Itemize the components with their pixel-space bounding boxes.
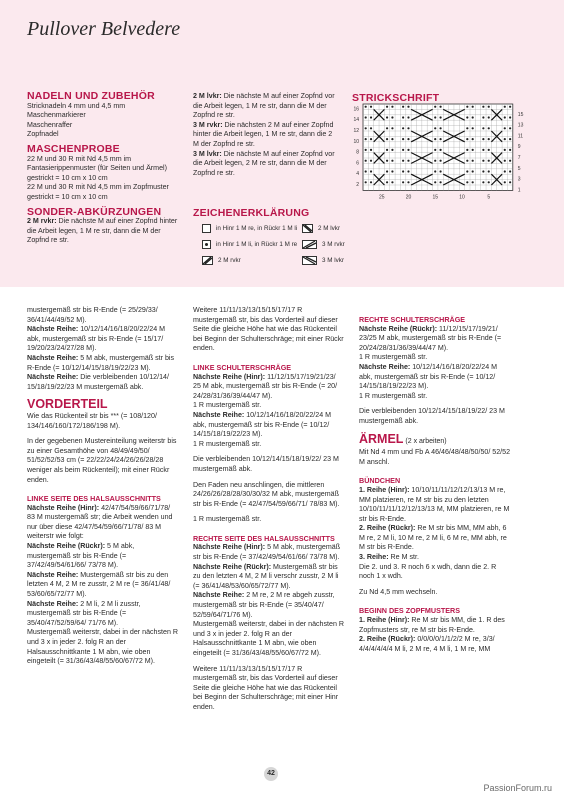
legend-item — [202, 224, 297, 233]
instruction-paragraph — [193, 306, 345, 354]
chart-purl-dot — [472, 127, 474, 129]
instruction-paragraph — [193, 620, 345, 658]
instruction-label: Nächste Reihe (Hinr): — [27, 503, 100, 512]
chart-purl-dot — [370, 116, 372, 118]
section-heading — [27, 397, 179, 412]
chart-purl-dot — [482, 127, 484, 129]
legend-item — [302, 224, 340, 233]
instruction-text: 42/47/54/59/66/71/78/ 83 M mustergemäß str; die Arbeit wenden und nur über diese 42/47/54/59/66/71/78/ 83 M weiterstr wie folgt: — [27, 503, 173, 541]
chart-purl-dot — [391, 106, 393, 108]
instruction-paragraph — [27, 571, 179, 600]
chart-row-label-right: 7 — [517, 155, 521, 161]
chart-row-label-right: 15 — [517, 111, 524, 118]
chart-column-label: 25 — [378, 194, 385, 201]
legend-label: 3 M lvkr — [322, 257, 345, 264]
instruction-label: 1. Reihe (Hinr): — [359, 485, 410, 494]
page-number: 42 — [264, 767, 278, 781]
instruction-paragraph — [27, 437, 179, 485]
chart-purl-dot — [365, 170, 367, 172]
instruction-paragraph — [359, 588, 511, 598]
chart-row-label-right: 3 — [517, 176, 521, 183]
purl-symbol-icon — [202, 240, 211, 249]
chart-purl-dot — [466, 170, 468, 172]
chart-purl-dot — [386, 127, 388, 129]
gauge-line: gestrickt = 10 cm x 10 cm — [27, 173, 108, 182]
chart-purl-dot — [386, 106, 388, 108]
abbreviation-text: Die nächste M auf einer Zopfnd vor die Arbeit legen, 1 M re str, dann die M der Zopfnd re str. — [193, 92, 335, 120]
gauge-line: 22 M und 30 R mit Nd 4,5 mm im — [27, 154, 132, 163]
chart-purl-dot — [386, 170, 388, 172]
chart-row-label-left: 2 — [356, 182, 359, 188]
chart-purl-dot — [504, 170, 506, 172]
chart-purl-dot — [439, 116, 441, 118]
instruction-label: Nächste Reihe: — [27, 373, 79, 382]
chart-purl-dot — [488, 138, 490, 140]
instruction-paragraph — [359, 524, 511, 553]
instruction-text: 10/12/14/16/18/20/22/24 M abk, mustergemäß str bis R-Ende (= 15/17/ 19/20/23/24/27/28 M). — [27, 325, 166, 353]
instruction-label: Nächste Reihe: — [193, 591, 245, 600]
legend-item — [202, 256, 241, 265]
section-heading-text: ÄRMEL — [359, 431, 404, 446]
instruction-text: Re M str bis MM, die 1. R des Zopfmusters str, re M str bis R-Ende. — [359, 616, 505, 634]
chart-purl-dot — [391, 181, 393, 183]
instruction-label: Nächste Reihe: — [27, 570, 79, 579]
chart-purl-dot — [386, 116, 388, 118]
chart-purl-dot — [439, 127, 441, 129]
instruction-paragraph — [193, 563, 345, 592]
instruction-label: Nächste Reihe: — [27, 353, 79, 362]
chart-purl-dot — [407, 170, 409, 172]
instruction-text: Die verbleibenden 10/12/14/15/18/19/22/ 23 M mustergemäß abk. — [359, 407, 505, 425]
abbreviation-term: 3 M rvkr: — [193, 120, 223, 129]
abbreviation-item — [27, 217, 179, 246]
abbreviation-text: Die nächste M auf einer Zopfnd hinter die Arbeit legen, 1 M re str, dann die M der Zopfnd re str. — [27, 217, 178, 245]
instruction-text: 1 R mustergemäß str. — [193, 401, 262, 410]
chart-purl-dot — [488, 160, 490, 162]
chart-purl-dot — [472, 116, 474, 118]
needles-item: Maschenmarkierer — [27, 111, 86, 120]
chart-purl-dot — [439, 106, 441, 108]
chart-row-label-right: 1 — [517, 187, 521, 194]
instruction-paragraph — [193, 515, 345, 525]
watermark: PassionForum.ru — [483, 783, 552, 793]
chart-purl-dot — [488, 116, 490, 118]
chart-purl-dot — [402, 116, 404, 118]
abbreviation-term: 3 M lvkr: — [193, 149, 222, 158]
instruction-paragraph — [359, 563, 511, 582]
chart-purl-dot — [402, 106, 404, 108]
chart-purl-dot — [509, 127, 511, 129]
legend-label: 2 M lvkr — [318, 225, 341, 232]
chart-purl-dot — [504, 106, 506, 108]
chart-purl-dot — [386, 181, 388, 183]
gauge-line: 22 M und 30 R mit Nd 4,5 mm im Zopfmuster — [27, 183, 169, 192]
chart-purl-dot — [509, 138, 511, 140]
instruction-paragraph — [27, 542, 179, 571]
instruction-text: 2 M li, 2 M li zusstr, mustergemäß str bis R-Ende (= 35/40/47/52/59/64/ 71/76 M). — [27, 599, 141, 627]
chart-column-label: 10 — [459, 194, 465, 201]
chart-purl-dot — [386, 149, 388, 151]
chart-purl-dot — [504, 181, 506, 183]
instruction-paragraph — [359, 325, 511, 354]
instruction-text: Mustergemäß str bis zu den letzten 4 M, 2 M re zusstr, 2 M re (= 36/41/48/ 53/60/65/72/77 M). — [27, 570, 171, 599]
instruction-paragraph — [193, 411, 345, 440]
subsection-heading: BEGINN DES ZOPFMUSTERS — [359, 606, 461, 616]
chart-purl-dot — [466, 106, 468, 108]
chart-row-label-right: 9 — [517, 144, 521, 151]
instruction-paragraph — [27, 306, 179, 325]
abbreviations-column — [193, 92, 338, 178]
chart-column-label: 20 — [405, 194, 412, 201]
instruction-paragraph — [193, 455, 345, 474]
subsection-heading: LINKE SEITE DES HALSAUSSCHNITTS — [27, 494, 161, 504]
cable-left-3-icon — [302, 256, 317, 265]
chart-purl-dot — [391, 149, 393, 151]
text-column-1 — [27, 306, 179, 667]
chart-row-label-left: 10 — [353, 138, 359, 145]
chart-row-label-left: 14 — [353, 117, 359, 124]
chart-purl-dot — [472, 181, 474, 183]
legend-heading: ZEICHENERKLÄRUNG — [193, 207, 310, 219]
section-heading-text: VORDERTEIL — [27, 397, 108, 412]
instruction-label: Nächste Reihe (Rückr): — [27, 542, 106, 551]
chart-purl-dot — [391, 116, 393, 118]
chart-purl-dot — [488, 181, 490, 183]
chart-purl-dot — [370, 127, 372, 129]
chart-purl-dot — [434, 149, 436, 151]
chart-purl-dot — [407, 116, 409, 118]
instruction-text: 1 R mustergemäß str. — [193, 515, 262, 524]
instruction-text: Re M str bis MM, MM abh, 6 M re, 2 M li, 10 M re, 2 M li, 6 M re, MM abh, re M str bis R-Ende. — [359, 524, 507, 552]
abbreviation-term: 2 M rvkr: — [27, 217, 57, 226]
instruction-label: Nächste Reihe: — [27, 599, 79, 608]
chart-purl-dot — [466, 149, 468, 151]
instruction-text: 5 M abk, mustergemäß str bis R-Ende (= 10/12/14/15/18/19/22/23 M). — [27, 353, 175, 372]
chart-purl-dot — [439, 160, 441, 162]
instruction-text: Wie das Rückenteil str bis *** (= 108/120/ 134/146/160/172/186/198 M). — [27, 411, 157, 430]
chart-purl-dot — [488, 127, 490, 129]
instruction-label: Nächste Reihe (Hinr): — [193, 543, 266, 552]
chart-purl-dot — [365, 181, 367, 183]
instruction-label: Nächste Reihe (Rückr): — [193, 562, 272, 571]
cable-right-3-icon — [302, 240, 317, 249]
chart-purl-dot — [482, 181, 484, 183]
chart-purl-dot — [504, 160, 506, 162]
instruction-text: Weitere 11/11/13/13/15/15/17/17 R mustergemäß str, bis das Vorderteil auf dieser Seite die gleiche Höhe hat wie das Rückenteil bei Beginn der Schulterschräge; mit einer Rückr enden. — [193, 306, 344, 353]
instruction-text: mustergemäß str bis R-Ende (= 25/29/33/ 36/41/44/49/52 M). — [27, 306, 158, 324]
instruction-text: Mustergemäß str bis zu den letzten 4 M, 2 M li verschr zusstr, 2 M li (= 36/41/48/53/60/65/72/77 M). — [193, 562, 339, 590]
instruction-text: Mustergemäß weiterstr, dabei in der nächsten R und 3 x in jeder 2. folg R an der Halsausschnittkante 1 M abn, wie oben eingeteilt (= 31/36/43/48/55/60/67/72 M). — [193, 620, 345, 657]
chart-purl-dot — [482, 160, 484, 162]
chart-purl-dot — [370, 170, 372, 172]
chart-purl-dot — [391, 160, 393, 162]
chart-purl-dot — [472, 138, 474, 140]
chart-purl-dot — [466, 127, 468, 129]
chart-row-label-left: 16 — [353, 106, 359, 113]
legend-label: 3 M rvkr — [322, 241, 345, 248]
instruction-text: 1 R mustergemäß str. — [359, 353, 428, 362]
chart-purl-dot — [482, 106, 484, 108]
chart-purl-dot — [365, 160, 367, 162]
chart-purl-dot — [509, 116, 511, 118]
chart-row-label-left: 8 — [356, 149, 359, 156]
subsection-heading: RECHTE SCHULTERSCHRÄGE — [359, 315, 466, 324]
instruction-text: Zu Nd 4,5 mm wechseln. — [359, 587, 438, 596]
chart-purl-dot — [482, 138, 484, 140]
instruction-text: 10/10/11/11/12/12/13/13 M re, MM platzieren, re M str bis zu den letzten 10/10/11/11/12/12/13/13 M, MM platzieren, re M str bis R-Ende. — [359, 485, 510, 523]
instruction-paragraph — [27, 325, 179, 354]
instruction-paragraph — [359, 363, 511, 392]
legend-label: in Hinr 1 M li, in Rückr 1 M re — [216, 241, 298, 248]
chart-purl-dot — [365, 106, 367, 108]
chart-purl-dot — [402, 170, 404, 172]
chart-purl-dot — [365, 149, 367, 151]
chart-purl-dot — [472, 170, 474, 172]
chart-purl-dot — [407, 138, 409, 140]
chart-purl-dot — [482, 116, 484, 118]
instruction-text: Re M str. — [388, 553, 419, 562]
chart-purl-dot — [402, 127, 404, 129]
instruction-paragraph — [193, 543, 345, 562]
instruction-paragraph — [359, 407, 511, 426]
knit-symbol-icon — [202, 224, 211, 233]
instruction-text: Die verbleibenden 10/12/14/ 15/18/19/22/23 M mustergemäß abk. — [27, 373, 169, 391]
chart-purl-dot — [386, 138, 388, 140]
instruction-text: 5 M abk, mustergemäß str bis R-Ende (= 37/42/49/54/61/66/ 73/78 M). — [193, 543, 341, 562]
instruction-paragraph — [359, 553, 511, 563]
needles-item: Zopfnadel — [27, 130, 59, 139]
instruction-text: Die verbleibenden 10/12/14/15/18/19/22/ 23 M mustergemäß abk. — [193, 455, 339, 473]
chart-purl-dot — [402, 160, 404, 162]
abbreviations-heading: SONDER-ABKÜRZUNGEN — [27, 205, 162, 218]
instruction-paragraph — [359, 392, 511, 402]
chart-purl-dot — [365, 127, 367, 129]
chart-purl-dot — [402, 181, 404, 183]
chart-purl-dot — [370, 149, 372, 151]
instruction-label: 1. Reihe (Hinr): — [359, 616, 410, 625]
instruction-paragraph — [359, 353, 511, 363]
chart-purl-dot — [365, 116, 367, 118]
subsection-heading: BÜNDCHEN — [359, 476, 401, 486]
chart-purl-dot — [472, 106, 474, 108]
instruction-text: Mit Nd 4 mm und Fb A 46/46/48/48/50/50/ 52/52 M anschl. — [359, 448, 511, 466]
chart-purl-dot — [434, 138, 436, 140]
needles-item: Stricknadeln 4 mm und 4,5 mm — [27, 101, 126, 110]
chart-purl-dot — [402, 138, 404, 140]
chart-purl-dot — [504, 149, 506, 151]
gauge-line: Fantasierippenmuster (für Seiten und Ärmel) — [27, 164, 167, 173]
chart-column-label: 15 — [432, 194, 439, 201]
cable-left-2-icon — [302, 224, 313, 233]
chart-column-label: 5 — [487, 194, 491, 201]
cable-right-2-icon — [202, 256, 213, 265]
instruction-paragraph — [359, 616, 511, 635]
instruction-label: Nächste Reihe: — [193, 410, 245, 419]
chart-purl-dot — [434, 160, 436, 162]
page-title: Pullover Belvedere — [27, 18, 181, 40]
chart-purl-dot — [434, 127, 436, 129]
abbreviation-item — [193, 121, 338, 150]
chart-purl-dot — [439, 170, 441, 172]
instruction-text: 10/12/14/16/18/20/22/24 M abk, mustergemäß str bis R-Ende (= 10/12/ 14/15/18/19/22/23 M). — [193, 410, 332, 439]
instruction-paragraph — [27, 373, 179, 392]
chart-purl-dot — [488, 106, 490, 108]
instruction-text: 10/12/14/16/18/20/22/24 M abk, mustergemäß str bis R-Ende (= 10/12/ 14/15/18/19/22/23 M). — [359, 362, 498, 391]
instruction-text: 1 R mustergemäß str. — [193, 439, 262, 448]
instruction-paragraph — [193, 591, 345, 620]
chart-purl-dot — [504, 138, 506, 140]
instruction-label: Nächste Reihe (Rückr): — [359, 324, 438, 333]
chart-purl-dot — [407, 160, 409, 162]
instruction-paragraph — [193, 401, 345, 411]
instruction-text: 11/12/15/17/19/21/23/ 25 M abk, mustergemäß str bis R-Ende (= 20/ 24/28/31/36/39/44/47 M). — [193, 372, 338, 400]
chart-purl-dot — [365, 138, 367, 140]
chart-row-label-right: 11 — [517, 133, 524, 140]
instruction-text: Weitere 11/11/13/13/15/15/17/17 R mustergemäß str, bis das Vorderteil auf dieser Seite die gleiche Höhe hat wie das Rückenteil bei Beginn der Schulterschräge; mit einer Hinr enden. — [193, 664, 339, 711]
chart-purl-dot — [386, 160, 388, 162]
instruction-label: 2. Reihe (Rückr): — [359, 635, 416, 644]
instruction-text: 2 M re, 2 M re abgeh zusstr, mustergemäß str bis R-Ende (= 35/40/47/ 52/59/64/71/76 M). — [193, 591, 335, 619]
chart-purl-dot — [391, 138, 393, 140]
chart-purl-dot — [466, 116, 468, 118]
legend-label: 2 M rvkr — [218, 257, 241, 264]
text-column-2 — [193, 306, 345, 713]
abbreviation-text: Die nächsten 2 M auf einer Zopfnd hinter die Arbeit legen, 1 M re str, dann die 2 M der Zopfnd re str. — [193, 120, 334, 148]
chart-purl-dot — [434, 116, 436, 118]
chart-purl-dot — [482, 149, 484, 151]
chart-purl-dot — [434, 181, 436, 183]
abbreviation-text: Die nächste M auf einer Zopfnd vor die Arbeit legen, 2 M re str, dann die M der Zopfnd re str. — [193, 149, 335, 177]
abbreviation-item — [193, 150, 338, 179]
chart-purl-dot — [466, 181, 468, 183]
instruction-paragraph — [193, 665, 345, 713]
chart-purl-dot — [488, 149, 490, 151]
instruction-paragraph — [359, 486, 511, 524]
chart-purl-dot — [391, 127, 393, 129]
instruction-paragraph — [193, 440, 345, 450]
chart-purl-dot — [472, 149, 474, 151]
instruction-text: Den Faden neu anschlingen, die mittleren 24/26/26/28/28/30/30/32 M abk, mustergemäß str bis R-Ende (= 42/47/54/59/66/71/ 78/83 M). — [193, 480, 340, 508]
instruction-paragraph — [27, 354, 179, 373]
chart-purl-dot — [402, 149, 404, 151]
chart-purl-dot — [482, 170, 484, 172]
chart-row-label-left: 6 — [356, 160, 359, 167]
legend-item — [302, 240, 345, 249]
chart-purl-dot — [434, 170, 436, 172]
chart-purl-dot — [439, 181, 441, 183]
instruction-paragraph — [359, 448, 511, 467]
gauge-heading: MASCHENPROBE — [27, 142, 120, 155]
instruction-text: Mustergemäß weiterstr, dabei in der nächsten R und 3 x in jeder 2. folg R an der Halsausschnittkante 1 M abn, wie oben eingeteilt (= 31/36/43/48/55/60/67/72 M). — [27, 628, 179, 666]
instruction-paragraph — [27, 628, 179, 666]
instruction-paragraph — [27, 504, 179, 542]
chart-purl-dot — [466, 138, 468, 140]
legend-item — [302, 256, 344, 265]
instruction-paragraph — [359, 635, 511, 654]
chart-purl-dot — [439, 138, 441, 140]
chart-purl-dot — [407, 127, 409, 129]
instruction-label: 2. Reihe (Rückr): — [359, 524, 416, 533]
chart-purl-dot — [434, 106, 436, 108]
gauge-line: gestrickt = 10 cm x 10 cm — [27, 192, 108, 201]
instruction-paragraph — [27, 412, 179, 431]
abbreviation-term: 2 M lvkr: — [193, 92, 222, 100]
abbreviation-item — [193, 92, 338, 121]
chart-purl-dot — [370, 160, 372, 162]
instruction-text: 0/0/0/0/1/1/2/2 M re, 3/3/ 4/4/4/4/4/4 M li, 2 M re, 4 M li, 1 M re, MM — [359, 635, 495, 653]
chart-heading: STRICKSCHRIFT — [352, 92, 440, 104]
chart-purl-dot — [488, 170, 490, 172]
chart-purl-dot — [509, 170, 511, 172]
chart-purl-dot — [439, 149, 441, 151]
instruction-label: Nächste Reihe (Hinr): — [193, 372, 266, 381]
instruction-paragraph — [193, 481, 345, 510]
chart-purl-dot — [466, 160, 468, 162]
chart-purl-dot — [370, 138, 372, 140]
materials-column — [27, 92, 179, 246]
chart-row-label-left: 4 — [356, 171, 359, 178]
instruction-text: Die 2. und 3. R noch 6 x wdh, dann die 2. R noch 1 x wdh. — [359, 562, 497, 581]
legend-label: in Hinr 1 M re, in Rückr 1 M li — [216, 225, 298, 232]
instruction-text: 5 M abk, mustergemäß str bis R-Ende (= 37/42/49/54/61/66/ 73/78 M). — [27, 542, 135, 570]
instruction-text: 1 R mustergemäß str. — [359, 391, 428, 400]
needles-item: Maschenraffer — [27, 120, 73, 129]
instruction-text: In der gegebenen Mustereinteilung weiterstr bis zu einer Gesamthöhe von 48/49/49/50/ 51/52/52/53 cm (= 22/22/24/24/26/26/28/28 weniger als beim Rückenteil); mit einer Rückr enden. — [27, 437, 177, 484]
section-heading — [359, 431, 511, 447]
needles-heading: NADELN UND ZUBEHÖR — [27, 90, 155, 102]
instruction-label: Nächste Reihe: — [27, 325, 79, 334]
chart-row-label-right: 13 — [517, 122, 524, 129]
instruction-paragraph — [27, 600, 179, 629]
chart-purl-dot — [370, 106, 372, 108]
chart-row-label-left: 12 — [353, 128, 359, 134]
chart-row-label-right: 5 — [517, 165, 521, 172]
text-column-3 — [359, 306, 511, 654]
instruction-paragraph — [193, 373, 345, 402]
knitting-chart — [345, 100, 545, 210]
instruction-label: 3. Reihe: — [359, 553, 389, 562]
instruction-label: Nächste Reihe: — [359, 362, 411, 371]
chart-purl-dot — [509, 181, 511, 183]
chart-purl-dot — [509, 149, 511, 151]
subsection-heading: LINKE SCHULTERSCHRÄGE — [193, 362, 292, 372]
chart-purl-dot — [391, 170, 393, 172]
chart-purl-dot — [509, 160, 511, 162]
chart-purl-dot — [407, 149, 409, 151]
chart-purl-dot — [370, 181, 372, 183]
chart-purl-dot — [504, 127, 506, 129]
chart-purl-dot — [504, 116, 506, 118]
section-heading-note: (2 x arbeiten) — [403, 437, 447, 445]
instruction-text: 11/12/15/17/19/21/ 23/25 M abk, mustergemäß str bis R-Ende (= 20/24/28/31/36/39/44/47 M). — [359, 324, 502, 352]
chart-purl-dot — [509, 106, 511, 108]
chart-purl-dot — [472, 160, 474, 162]
legend-item — [202, 240, 297, 249]
subsection-heading: RECHTE SEITE DES HALSAUSSCHNITTS — [193, 533, 335, 543]
chart-purl-dot — [407, 181, 409, 183]
chart-purl-dot — [407, 106, 409, 108]
